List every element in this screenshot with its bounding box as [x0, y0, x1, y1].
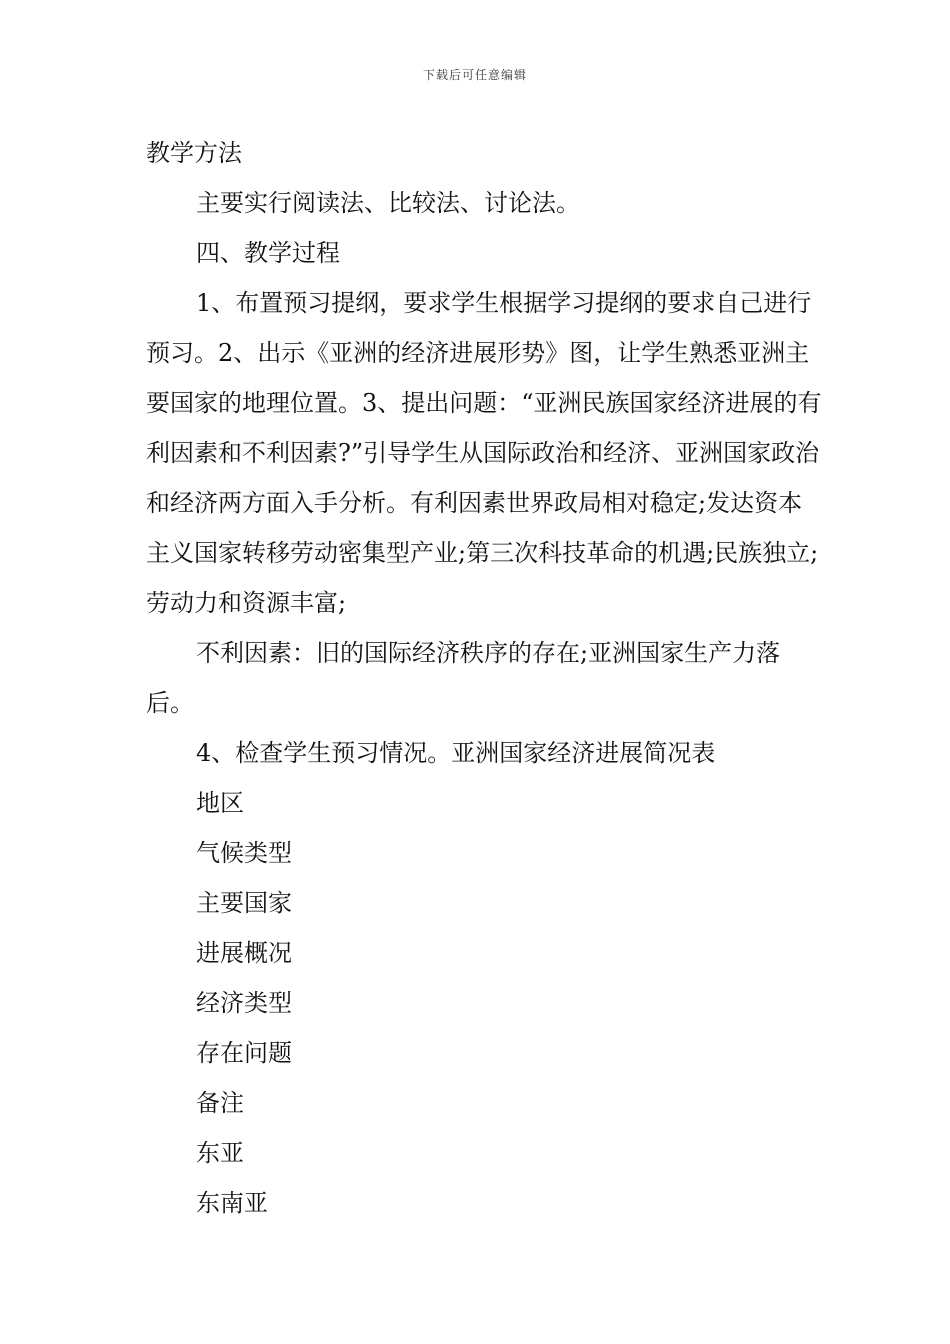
check-paragraph: 4、检查学生预习情况。亚洲国家经济进展简况表 — [196, 739, 716, 767]
document-body — [146, 128, 826, 1228]
methods-paragraph: 主要实行阅读法、比较法、讨论法。 — [196, 189, 580, 217]
table-item-economy-type: 经济类型 — [196, 989, 292, 1017]
section-title: 教学方法 — [146, 139, 242, 167]
table-item-countries: 主要国家 — [196, 889, 292, 917]
table-item-problems: 存在问题 — [196, 1039, 292, 1067]
table-item-region: 地区 — [196, 789, 244, 817]
table-item-east-asia: 东亚 — [196, 1139, 244, 1167]
table-item-southeast-asia: 东南亚 — [196, 1189, 268, 1217]
process-heading: 四、教学过程 — [196, 239, 340, 267]
unfavorable-paragraph: 不利因素：旧的国际经济秩序的存在;亚洲国家生产力落后。 — [146, 639, 781, 717]
page-header: 下载后可任意编辑 — [422, 68, 527, 82]
steps-paragraph: 1、布置预习提纲，要求学生根据学习提纲的要求自己进行预习。2、出示《亚洲的经济进展形势》图，让学生熟悉亚洲主要国家的地理位置。3、提出问题：“亚洲民族国家经济进展的有利因素和不利因素?”引导学生从国际政治和经济、亚洲国家政治和经济两方面入手分析。有利因素世界政局相对稳定;发达资本主义国家转移劳动密集型产业;第三次科技革命的机遇;民族独立;劳动力和资源丰富; — [146, 289, 822, 617]
table-item-development: 进展概况 — [196, 939, 292, 967]
table-item-climate: 气候类型 — [196, 839, 292, 867]
table-item-notes: 备注 — [196, 1089, 244, 1117]
